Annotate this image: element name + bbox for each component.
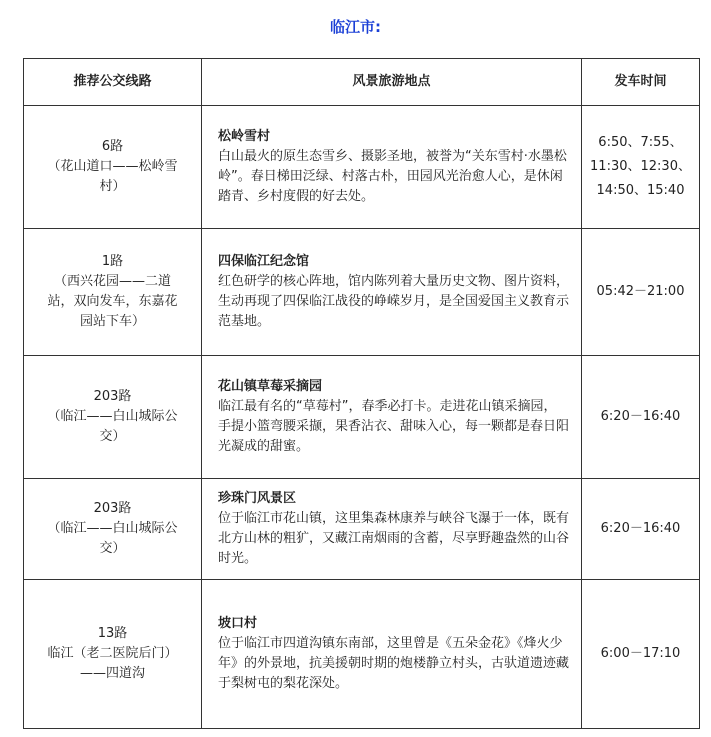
route-cell [24,356,202,479]
header-spot: 风景旅游地点 [202,59,582,106]
header-time: 发车时间 [582,59,700,106]
spot-cell [202,229,582,356]
time-cell [582,229,700,356]
spot-cell [202,106,582,229]
table-row [24,479,700,580]
departure-time: 6:20－16:40 [600,409,681,424]
table-row [24,106,700,229]
route-line: （临江——白山城际公 [47,409,178,424]
route-cell [24,479,202,580]
departure-time: 11:30、12:30、 [590,159,691,174]
page-title: 临江市: [330,18,381,36]
table-row [24,229,700,356]
time-cell [582,356,700,479]
spot-name: 四保临江纪念馆 [218,254,310,269]
table-row [24,580,700,729]
route-line: 13路 [97,626,128,641]
route-cell [24,580,202,729]
route-line: 站，双向发车，东嘉花 [47,294,178,309]
spot-description: 位于临江市花山镇，这里集森林康养与峡谷飞瀑于一体，既有北方山林的粗犷，又藏江南烟雨的含蓄，尽享野趣盎然的山谷时光。 [218,511,570,566]
route-line: （西兴花园——二道 [53,274,171,289]
departure-time: 6:50、7:55、 [598,135,683,150]
time-cell [582,479,700,580]
route-line: 203路 [93,501,132,516]
route-line: ——四道沟 [79,666,145,681]
route-line: 交） [99,429,126,444]
spot-name: 珍珠门风景区 [218,491,297,506]
departure-time: 14:50、15:40 [596,183,685,198]
spot-name: 坡口村 [218,616,258,631]
route-line: 交） [99,541,126,556]
header-route: 推荐公交线路 [24,59,202,106]
spot-description: 红色研学的核心阵地，馆内陈列着大量历史文物、图片资料，生动再现了四保临江战役的峥嵘岁月，是全国爱国主义教育示范基地。 [218,274,570,329]
departure-time: 6:20－16:40 [600,521,681,536]
spot-cell [202,356,582,479]
time-cell [582,106,700,229]
route-cell [24,229,202,356]
departure-time: 05:42－21:00 [596,284,685,299]
spot-name: 松岭雪村 [218,129,271,144]
spot-cell [202,479,582,580]
route-line: 临江（老二医院后门） [47,646,178,661]
bus-route-table [23,58,700,729]
route-cell [24,106,202,229]
route-line: （临江——白山城际公 [47,521,178,536]
route-line: 村） [99,179,126,194]
spot-description: 白山最火的原生态雪乡、摄影圣地，被誉为“关东雪村·水墨松岭”。春日梯田泛绿、村落古朴，田园风光治愈人心，是休闲踏青、乡村度假的好去处。 [218,149,567,204]
spot-name: 花山镇草莓采摘园 [218,379,323,394]
spot-cell [202,580,582,729]
departure-time: 6:00－17:10 [600,646,681,661]
route-line: （花山道口——松岭雪 [47,159,178,174]
route-line: 203路 [93,389,132,404]
route-line: 6路 [101,139,124,154]
table-header-row [24,59,700,106]
time-cell [582,580,700,729]
table-row [24,356,700,479]
spot-description: 临江最有名的“草莓村”，春季必打卡。走进花山镇采摘园，手提小篮弯腰采撷，果香沾衣、甜味入心，每一颗都是春日阳光凝成的甜蜜。 [218,399,570,454]
spot-description: 位于临江市四道沟镇东南部，这里曾是《五朵金花》《烽火少年》的外景地，抗美援朝时期的炮楼静立村头，古驮道遗迹藏于梨树屯的梨花深处。 [218,636,570,691]
route-line: 1路 [101,254,124,269]
route-line: 园站下车） [79,314,145,329]
